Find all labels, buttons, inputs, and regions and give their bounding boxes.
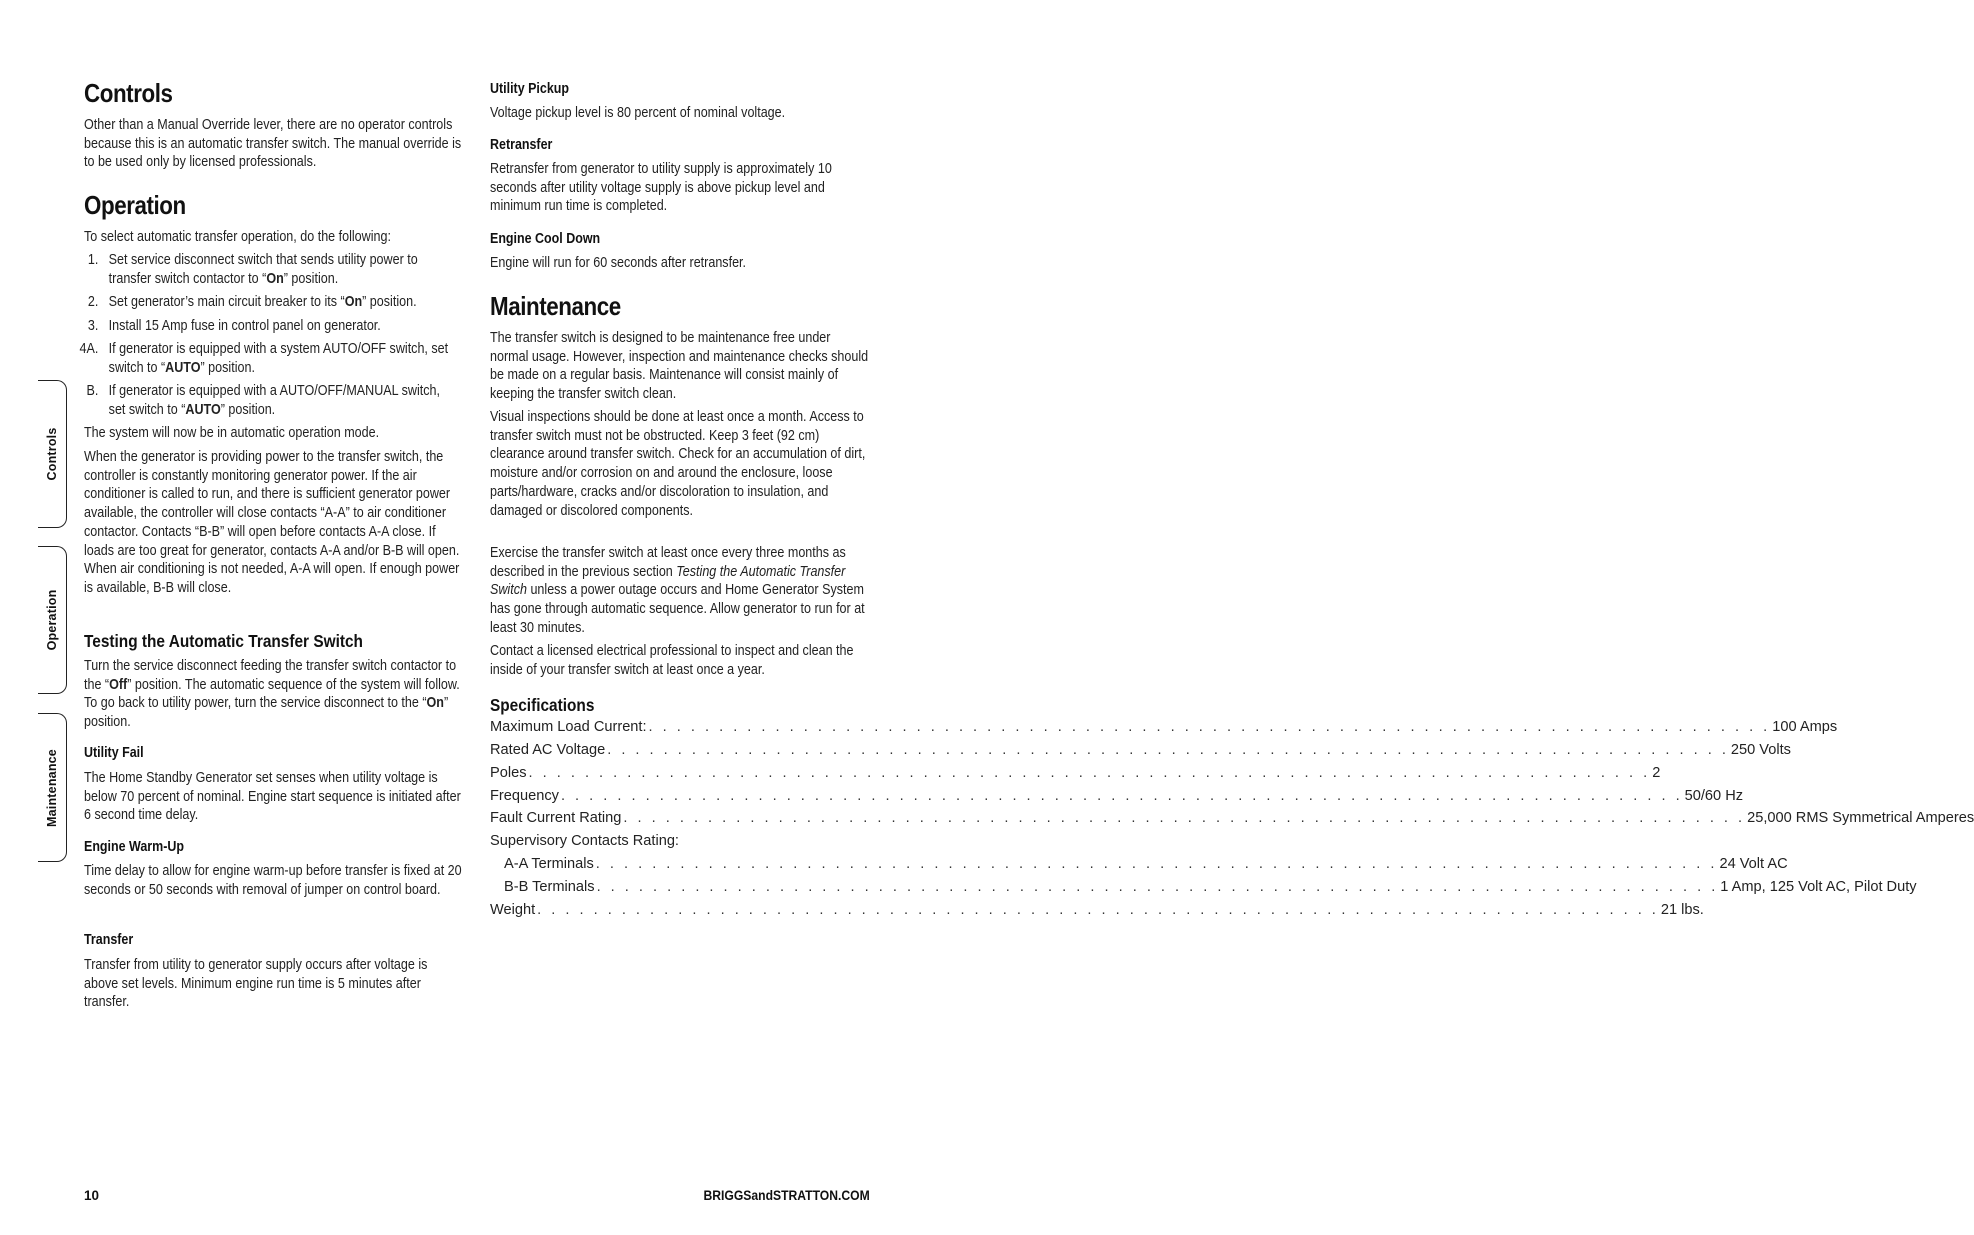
utility-fail-heading: Utility Fail — [84, 745, 144, 761]
spec-label: Frequency — [490, 788, 559, 804]
retransfer-body: Retransfer from generator to utility supply is approximately 10 seconds after utility voltage supply is above pickup level and minimum run time is completed. — [490, 161, 832, 215]
spec-leader-dots: . . . . . . . . . . . . . . . . . . . . . . . . . . . . . . . . . . . . . . . . . . . . . . . . . . . . . . . . . . . . . . . . . . . . . . . . . . . . . . . . — [607, 742, 1729, 758]
spec-label: Rated AC Voltage — [490, 742, 606, 758]
operation-intro: To select automatic transfer operation, do the following: — [84, 229, 391, 245]
side-tab-operation[interactable] — [38, 546, 67, 694]
spec-label: Poles — [490, 765, 527, 781]
spec-row — [490, 741, 1791, 759]
spec-row — [490, 832, 864, 850]
spec-value: 21 lbs. — [1660, 902, 1704, 918]
spec-leader-dots: . . . . . . . . . . . . . . . . . . . . . . . . . . . . . . . . . . . . . . . . . . . . . . . . . . . . . . . . . . . . . . . . . . . . . . . . . . . . . . . . — [537, 902, 1659, 918]
spec-row — [490, 901, 1704, 919]
spec-row — [490, 855, 1788, 873]
spec-row — [490, 718, 1838, 736]
footer-website: BRIGGSandSTRATTON.COM — [703, 1188, 870, 1203]
page-number: 10 — [84, 1188, 100, 1203]
spec-value: 24 Volt AC — [1719, 856, 1788, 872]
testing-heading: Testing the Automatic Transfer Switch — [84, 631, 363, 651]
operation-heading: Operation — [84, 190, 186, 220]
spec-row — [490, 764, 1661, 782]
spec-leader-dots: . . . . . . . . . . . . . . . . . . . . . . . . . . . . . . . . . . . . . . . . . . . . . . . . . . . . . . . . . . . . . . . . . . . . . . . . . . . . . . . . — [648, 719, 1771, 735]
side-tab-maintenance[interactable] — [38, 713, 67, 862]
auto-mode-text: The system will now be in automatic operation mode. — [84, 425, 380, 441]
spec-value: 250 Volts — [1730, 742, 1791, 758]
spec-value: 50/60 Hz — [1684, 788, 1744, 804]
engine-warmup-body: Time delay to allow for engine warm-up before transfer is fixed at 20 seconds or 50 seconds with removal of jumper on control board. — [84, 863, 462, 898]
maintenance-p3: Exercise the transfer switch at least once every three months as described in the previous section Testing the Automatic Transfer Switch unless a power outage occurs and Home Generator System has gone through automatic sequence. Allow generator to run for at least 30 minutes. — [490, 545, 865, 636]
maintenance-p4: Contact a licensed electrical professional to inspect and clean the inside of your transfer switch at least once a year. — [490, 643, 854, 678]
spec-label: A-A Terminals — [504, 856, 594, 872]
spec-label: Maximum Load Current: — [490, 719, 647, 735]
spec-label: Weight — [490, 902, 536, 918]
spec-row — [490, 809, 1974, 827]
utility-pickup-body: Voltage pickup level is 80 percent of nominal voltage. — [490, 105, 786, 121]
maintenance-heading: Maintenance — [490, 291, 621, 321]
specifications-heading: Specifications — [490, 695, 595, 715]
spec-label: B-B Terminals — [504, 879, 595, 895]
testing-body: Turn the service disconnect feeding the transfer switch contactor to the “Off” position. The automatic sequence of the system will follow. To go back to utility power, turn the service disconnect to the “On” position. — [84, 658, 460, 731]
maintenance-p2: Visual inspections should be done at least once a month. Access to transfer switch must not be obstructed. Keep 3 feet (92 cm) clearance around transfer switch. Check for an accumulation of dirt, moisture and/or corrosion on and around the enclosure, loose parts/hardware, cracks and/or discoloration to insulation, and damaged or discolored components. — [490, 409, 866, 519]
side-tab-controls[interactable] — [38, 380, 67, 528]
spec-value: 2 — [1652, 765, 1661, 781]
engine-cooldown-heading: Engine Cool Down — [490, 231, 601, 247]
transfer-heading: Transfer — [84, 932, 134, 948]
spec-leader-dots: . . . . . . . . . . . . . . . . . . . . . . . . . . . . . . . . . . . . . . . . . . . . . . . . . . . . . . . . . . . . . . . . . . . . . . . . . . . . . . . . — [528, 765, 1651, 781]
spec-leader-dots: . . . . . . . . . . . . . . . . . . . . . . . . . . . . . . . . . . . . . . . . . . . . . . . . . . . . . . . . . . . . . . . . . . . . . . . . . . . . . . . . — [596, 879, 1719, 895]
spec-value: 25,000 RMS Symmetrical Amperes — [1747, 810, 1974, 826]
maintenance-p1: The transfer switch is designed to be maintenance free under normal usage. However, inspection and maintenance checks should be made on a regular basis. Maintenance will consist mainly of keeping the transfer switch clean. — [490, 330, 869, 403]
spec-leader-dots: . . . . . . . . . . . . . . . . . . . . . . . . . . . . . . . . . . . . . . . . . . . . . . . . . . . . . . . . . . . . . . . . . . . . . . . . . . . . . . . . — [560, 788, 1683, 804]
engine-cooldown-body: Engine will run for 60 seconds after retransfer. — [490, 255, 747, 271]
utility-fail-body: The Home Standby Generator set senses when utility voltage is below 70 percent of nominal. Engine start sequence is initiated after 6 second time delay. — [84, 770, 461, 824]
spec-value: 100 Amps — [1772, 719, 1838, 735]
retransfer-heading: Retransfer — [490, 137, 553, 153]
controls-heading: Controls — [84, 78, 173, 108]
controls-body: Other than a Manual Override lever, there are no operator controls because this is an automatic transfer switch. The manual override is to be used only by licensed professionals. — [84, 117, 462, 171]
spec-leader-dots: . . . . . . . . . . . . . . . . . . . . . . . . . . . . . . . . . . . . . . . . . . . . . . . . . . . . . . . . . . . . . . . . . . . . . . . . . . . . . . . . — [623, 810, 1746, 826]
side-tab-label: Operation — [45, 589, 59, 651]
spec-label: Fault Current Rating — [490, 810, 622, 826]
spec-value: 1 Amp, 125 Volt AC, Pilot Duty — [1720, 879, 1917, 895]
transfer-body: Transfer from utility to generator supply occurs after voltage is above set levels. Minimum engine run time is 5 minutes after transfer. — [84, 957, 428, 1011]
monitoring-text: When the generator is providing power to the transfer switch, the controller is constantly monitoring generator power. If the air conditioner is called to run, and there is sufficient generator power available, the controller will close contacts “A-A” to air conditioner contactor. Contacts “B-B” will open before contacts A-A close. If loads are too great for generator, contacts A-A and/or B-B will open. When air conditioning is not needed, A-A will open. If enough power is available, B-B will close. — [84, 449, 460, 596]
engine-warmup-heading: Engine Warm-Up — [84, 839, 185, 855]
side-tab-label: Maintenance — [45, 748, 59, 827]
spec-label: Supervisory Contacts Rating: — [490, 833, 679, 849]
spec-row — [490, 878, 1917, 896]
side-tab-label: Controls — [45, 427, 59, 481]
utility-pickup-heading: Utility Pickup — [490, 81, 569, 97]
spec-row — [490, 787, 1744, 805]
spec-leader-dots: . . . . . . . . . . . . . . . . . . . . . . . . . . . . . . . . . . . . . . . . . . . . . . . . . . . . . . . . . . . . . . . . . . . . . . . . . . . . . . . . — [595, 856, 1718, 872]
